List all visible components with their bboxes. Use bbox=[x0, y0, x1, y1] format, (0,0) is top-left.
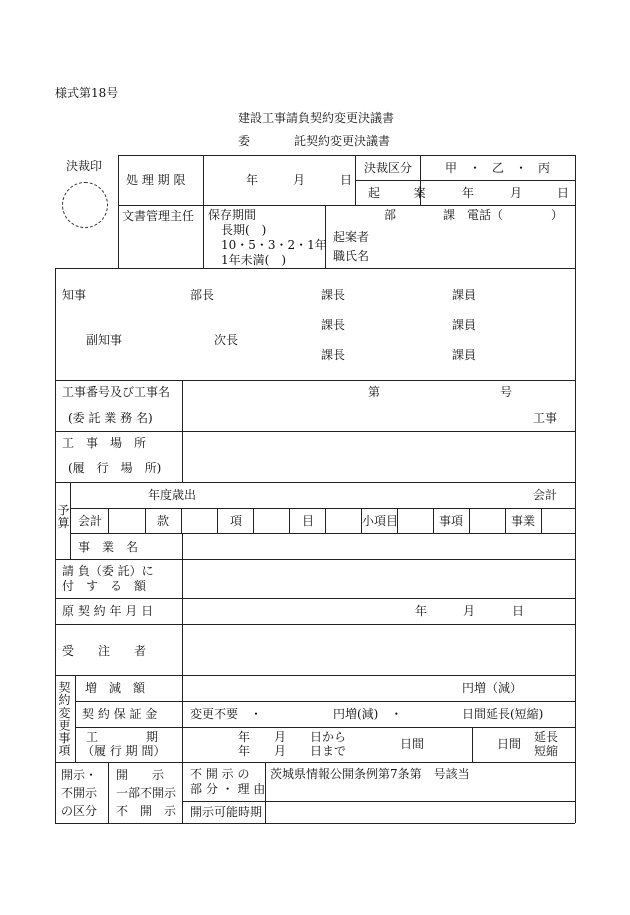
approval-staff-2: 課員 bbox=[452, 318, 477, 332]
main-border-right bbox=[575, 268, 576, 823]
budget-col-6 bbox=[289, 508, 290, 533]
decision-class-kou: 甲 bbox=[445, 161, 458, 175]
main-border-left bbox=[55, 268, 56, 823]
original-day: 日 bbox=[512, 604, 525, 618]
change-items-label: 契約変更事項 bbox=[57, 681, 71, 757]
row-line-contract-amount bbox=[55, 559, 575, 560]
period-extension: 延長 bbox=[534, 730, 559, 744]
budget-col-kaikei: 会計 bbox=[78, 514, 103, 528]
work-suffix: 工事 bbox=[533, 411, 558, 425]
budget-col-1 bbox=[108, 508, 109, 533]
disclosure-option-nondisclose: 不 開 示 bbox=[116, 804, 177, 818]
contract-amount-label-2: 付 す る 額 bbox=[62, 579, 147, 593]
disclosure-label-2: 不開示 bbox=[61, 786, 98, 800]
budget-col-shoukoumoku: 小項目 bbox=[362, 514, 399, 528]
top-block-col2 bbox=[355, 155, 356, 205]
row-line-site bbox=[55, 431, 575, 432]
increase-decrease-yen: 円増（減） bbox=[462, 681, 523, 695]
approval-vice-governor: 副知事 bbox=[86, 333, 123, 347]
disclosure-col-1 bbox=[108, 762, 109, 823]
top-block-col1 bbox=[203, 155, 204, 268]
work-no-go: 号 bbox=[500, 385, 513, 399]
top-block-border-right bbox=[575, 155, 576, 268]
budget-col-moku: 目 bbox=[302, 514, 315, 528]
seal-label: 決裁印 bbox=[66, 159, 103, 173]
budget-col-2 bbox=[145, 508, 146, 533]
budget-col-13 bbox=[541, 508, 542, 533]
approval-deputy-director: 次長 bbox=[214, 333, 239, 347]
doc-manager-label: 文書管理主任 bbox=[122, 209, 195, 223]
row-line-disclosure bbox=[55, 762, 575, 763]
row-line-deposit bbox=[75, 701, 575, 702]
row-line-period bbox=[75, 727, 575, 728]
form-title-commission: 託契約変更決議書 bbox=[294, 134, 391, 148]
approval-section-chief-1: 課長 bbox=[321, 288, 346, 302]
budget-col-kou: 項 bbox=[230, 514, 243, 528]
row-line-contractor bbox=[55, 624, 575, 625]
budget-col-11 bbox=[469, 508, 470, 533]
budget-label: 予算 bbox=[56, 504, 70, 530]
change-label-col bbox=[75, 675, 76, 762]
row-line-original-date bbox=[55, 598, 575, 599]
row-line-change bbox=[55, 675, 575, 676]
project-name-label: 事 業 名 bbox=[78, 540, 139, 554]
nondisclosure-reason-label-1: 不 開 示 の bbox=[190, 767, 250, 781]
period-to: 年 月 日まで bbox=[238, 744, 347, 758]
retention-label: 保存期間 bbox=[208, 208, 257, 222]
commission-name-label: (委 託 業 務 名) bbox=[68, 411, 153, 425]
retention-under-one-year: 1年未満( ) bbox=[221, 253, 286, 267]
drafter-label: 起案者 bbox=[333, 230, 370, 244]
form-title-commission-prefix: 委 bbox=[238, 134, 251, 148]
decision-class-sep1: ・ bbox=[469, 161, 482, 175]
processing-day: 日 bbox=[340, 173, 353, 187]
seal-circle bbox=[62, 182, 108, 228]
deposit-no-change: 変更不要 ・ bbox=[190, 707, 263, 721]
budget-col-5 bbox=[253, 508, 254, 533]
dept-label: 部 bbox=[384, 208, 397, 222]
proposal-day: 日 bbox=[557, 186, 570, 200]
main-border-bottom bbox=[55, 823, 575, 824]
approval-staff-1: 課員 bbox=[452, 288, 477, 302]
row-line-disclosure-sub bbox=[182, 801, 575, 802]
budget-col-kan: 款 bbox=[157, 514, 170, 528]
disclosure-possible-label: 開示可能時期 bbox=[190, 805, 263, 819]
approval-governor: 知事 bbox=[62, 288, 87, 302]
nondisclosure-reason-label-2: 部 分 ・ 理 由 bbox=[190, 782, 266, 796]
form-number: 様式第18号 bbox=[55, 86, 119, 100]
proposal-year: 年 bbox=[462, 186, 475, 200]
label-col-line-b bbox=[182, 533, 183, 823]
proposal-month: 月 bbox=[510, 186, 523, 200]
budget-col-4 bbox=[217, 508, 218, 533]
row-line-budget bbox=[55, 482, 575, 483]
approval-director: 部長 bbox=[190, 288, 215, 302]
period-days-1: 日間 bbox=[400, 737, 425, 751]
disclosure-option-disclose: 開 示 bbox=[116, 768, 165, 782]
approval-section-chief-2: 課長 bbox=[321, 318, 346, 332]
deposit-days-extension: 日間延長(短縮) bbox=[462, 707, 544, 721]
proposal-label: 起 案 bbox=[368, 186, 437, 200]
ordinance-text: 茨城県情報公開条例第7条第 号該当 bbox=[270, 767, 470, 781]
disclosure-option-partial: 一部不開示 bbox=[116, 786, 177, 800]
processing-month: 月 bbox=[293, 173, 306, 187]
row-line-work-name bbox=[55, 380, 575, 381]
label-col-line-a bbox=[182, 380, 183, 482]
site-label: 工 事 場 所 bbox=[62, 436, 147, 450]
period-shortening: 短縮 bbox=[534, 744, 559, 758]
processing-year: 年 bbox=[246, 173, 259, 187]
deposit-yen: 円増(減) ・ bbox=[333, 707, 403, 721]
section-phone-label: 課 電話（ ） bbox=[443, 208, 564, 222]
decision-class-otsu: 乙 bbox=[492, 161, 505, 175]
disclosure-label-3: の区分 bbox=[61, 804, 98, 818]
approval-staff-3: 課員 bbox=[452, 348, 477, 362]
period-days-2: 日間 bbox=[497, 737, 522, 751]
approval-section-chief-3: 課長 bbox=[321, 348, 346, 362]
budget-col-jigyou: 事業 bbox=[511, 514, 536, 528]
original-month: 月 bbox=[463, 604, 476, 618]
budget-account: 会計 bbox=[533, 488, 558, 502]
original-year: 年 bbox=[415, 604, 428, 618]
fiscal-year-expense: 年度歳出 bbox=[148, 488, 197, 502]
top-block-border-left bbox=[118, 155, 119, 268]
work-no-dai: 第 bbox=[368, 385, 381, 399]
original-contract-date-label: 原 契 約 年 月 日 bbox=[62, 604, 154, 618]
processing-period-label: 処 理 期 限 bbox=[126, 173, 186, 187]
increase-decrease-label: 増 減 額 bbox=[85, 681, 146, 695]
decision-class-label: 決裁区分 bbox=[364, 161, 413, 175]
row-line-budget-cols-bottom bbox=[70, 533, 575, 534]
top-block-border-top bbox=[118, 155, 575, 156]
period-from: 年 月 日から bbox=[238, 730, 347, 744]
period-label-sub: （履 行 期 間） bbox=[82, 744, 166, 758]
budget-col-jikou: 事項 bbox=[439, 514, 464, 528]
budget-col-3 bbox=[181, 508, 182, 533]
top-block-col4 bbox=[325, 205, 326, 268]
work-no-name-label: 工事番号及び工事名 bbox=[62, 385, 171, 399]
budget-col-12 bbox=[505, 508, 506, 533]
form-title: 建設工事請負契約変更決議書 bbox=[238, 111, 395, 125]
decision-class-hei: 丙 bbox=[538, 161, 551, 175]
deposit-label: 契 約 保 証 金 bbox=[82, 707, 158, 721]
disclosure-label-1: 開示・ bbox=[61, 768, 98, 782]
site-label-sub: (履 行 場 所) bbox=[68, 461, 162, 475]
title-name-label: 職氏名 bbox=[333, 249, 370, 263]
contract-amount-label-1: 請 負（委 託）に bbox=[62, 564, 154, 578]
main-border-top bbox=[55, 268, 575, 269]
retention-long: 長期( ) bbox=[221, 223, 267, 237]
retention-years: 10・5・3・2・1年 bbox=[221, 238, 327, 252]
budget-label-col bbox=[70, 482, 71, 559]
period-split-col bbox=[472, 727, 473, 762]
decision-class-sep2: ・ bbox=[515, 161, 528, 175]
contractor-label: 受 注 者 bbox=[62, 644, 147, 658]
period-label: 工 期 bbox=[86, 730, 159, 744]
budget-col-10 bbox=[433, 508, 434, 533]
budget-col-7 bbox=[325, 508, 326, 533]
top-block-divider bbox=[118, 205, 575, 206]
top-block-divider-right bbox=[355, 180, 575, 181]
